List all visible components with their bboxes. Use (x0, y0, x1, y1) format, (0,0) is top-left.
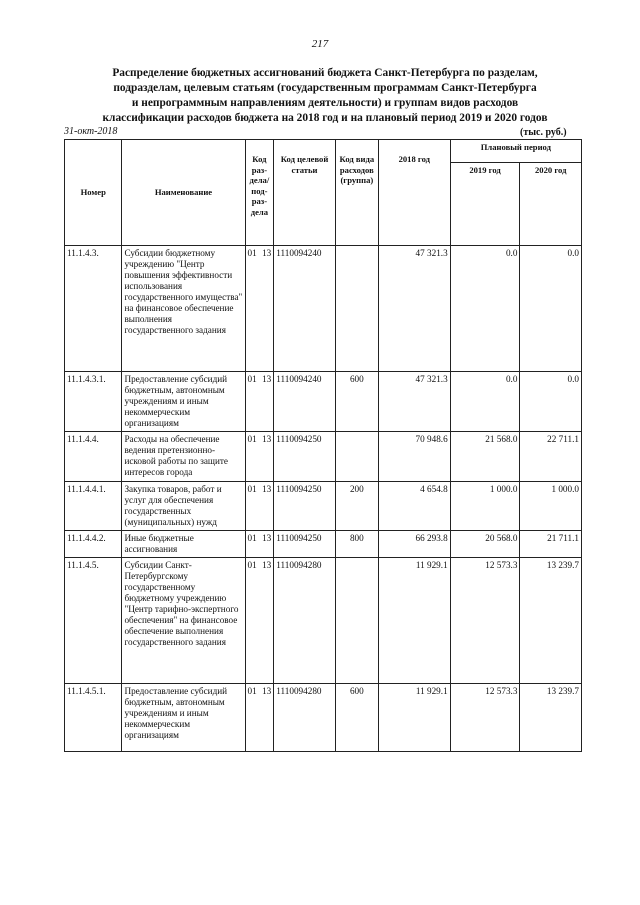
title-line: подразделам, целевым статьям (государственным программам Санкт-Петербурга (113, 82, 537, 94)
row-target-code-cell: 1110094240 (274, 372, 336, 432)
row-amount-2019-cell: 12 573.3 (450, 558, 520, 684)
table-row (65, 482, 582, 531)
row-section-cell (245, 531, 274, 558)
table-row (65, 684, 582, 752)
row-number-cell: 11.1.4.4. (65, 432, 122, 482)
row-number-cell: 11.1.4.5. (65, 558, 122, 684)
header-section-code: Код раз-дела/под-раз-дела (245, 140, 274, 246)
table-row (65, 432, 582, 482)
row-amount-2020-cell: 0.0 (520, 372, 582, 432)
row-section-cell (245, 246, 274, 372)
row-amount-2018-cell: 70 948.6 (378, 432, 450, 482)
table-row (65, 246, 582, 372)
row-target-code-cell: 1110094280 (274, 684, 336, 752)
units-label: (тыс. руб.) (520, 127, 567, 138)
row-number-cell: 11.1.4.3. (65, 246, 122, 372)
row-amount-2019-cell: 1 000.0 (450, 482, 520, 531)
row-amount-2020-cell: 0.0 (520, 246, 582, 372)
header-year-2019: 2019 год (450, 163, 520, 246)
row-target-code-cell: 1110094250 (274, 482, 336, 531)
row-section-cell (245, 372, 274, 432)
section-code: 01 (247, 533, 257, 543)
table-body (65, 246, 582, 752)
row-amount-2018-cell: 11 929.1 (378, 684, 450, 752)
section-code: 01 (247, 484, 257, 494)
row-name-cell: Закупка товаров, работ и услуг для обеспечения государственных (муниципальных) нужд (122, 482, 245, 531)
header-year-2020: 2020 год (520, 163, 582, 246)
row-name-cell: Иные бюджетные ассигнования (122, 531, 245, 558)
row-amount-2020-cell: 1 000.0 (520, 482, 582, 531)
row-expense-type-cell: 200 (335, 482, 378, 531)
document-date: 31-окт-2018 (64, 126, 118, 137)
row-amount-2020-cell: 13 239.7 (520, 558, 582, 684)
header-expense-type: Код вида расходов (группа) (335, 140, 378, 246)
row-target-code-cell: 1110094240 (274, 246, 336, 372)
page-number: 217 (311, 38, 329, 50)
header-number: Номер (65, 140, 122, 246)
table-row (65, 558, 582, 684)
header-planned-period: Плановый период (450, 140, 581, 163)
row-name-cell: Предоставление субсидий бюджетным, автономным учреждениям и иным некоммерческим организациям (122, 684, 245, 752)
row-expense-type-cell (335, 246, 378, 372)
subsection-code: 13 (262, 374, 272, 384)
row-amount-2018-cell: 47 321.3 (378, 246, 450, 372)
subsection-code: 13 (262, 484, 272, 494)
row-amount-2018-cell: 4 654.8 (378, 482, 450, 531)
row-expense-type-cell (335, 432, 378, 482)
section-code: 01 (247, 686, 257, 696)
row-amount-2019-cell: 0.0 (450, 372, 520, 432)
row-amount-2019-cell: 20 568.0 (450, 531, 520, 558)
budget-table (64, 139, 582, 752)
row-name-cell: Субсидии Санкт-Петербургскому государственному бюджетному учреждению "Центр тарифно-экспертного обеспечения" на финансовое обеспечение выполнения государственного задания (122, 558, 245, 684)
table-header-row (65, 140, 582, 163)
row-amount-2019-cell: 12 573.3 (450, 684, 520, 752)
subsection-code: 13 (262, 686, 272, 696)
row-number-cell: 11.1.4.4.1. (65, 482, 122, 531)
title-line: и непрограммным направлениям деятельности) и группам видов расходов (131, 97, 519, 109)
header-year-2018: 2018 год (378, 140, 450, 246)
row-section-cell (245, 432, 274, 482)
header-target-code: Код целевой статьи (274, 140, 336, 246)
row-target-code-cell: 1110094250 (274, 531, 336, 558)
subsection-code: 13 (262, 533, 272, 543)
table-row (65, 372, 582, 432)
section-code: 01 (247, 374, 257, 384)
row-amount-2018-cell: 11 929.1 (378, 558, 450, 684)
row-expense-type-cell: 600 (335, 684, 378, 752)
row-target-code-cell: 1110094280 (274, 558, 336, 684)
row-amount-2020-cell: 21 711.1 (520, 531, 582, 558)
subsection-code: 13 (262, 560, 272, 570)
row-amount-2018-cell: 47 321.3 (378, 372, 450, 432)
row-number-cell: 11.1.4.5.1. (65, 684, 122, 752)
section-code: 01 (247, 248, 257, 258)
row-section-cell (245, 684, 274, 752)
row-amount-2020-cell: 22 711.1 (520, 432, 582, 482)
row-name-cell: Субсидии бюджетному учреждению "Центр повышения эффективности использования государственного имущества" на финансовое обеспечение выполнения государственного задания (122, 246, 245, 372)
document-title (70, 66, 580, 126)
row-amount-2018-cell: 66 293.8 (378, 531, 450, 558)
row-number-cell: 11.1.4.3.1. (65, 372, 122, 432)
row-name-cell: Расходы на обеспечение ведения претензионно-исковой работы по защите интересов города (122, 432, 245, 482)
section-code: 01 (247, 434, 257, 444)
row-target-code-cell: 1110094250 (274, 432, 336, 482)
row-expense-type-cell: 600 (335, 372, 378, 432)
row-amount-2019-cell: 21 568.0 (450, 432, 520, 482)
row-amount-2019-cell: 0.0 (450, 246, 520, 372)
section-code: 01 (247, 560, 257, 570)
table-row (65, 531, 582, 558)
header-name: Наименование (122, 140, 245, 246)
row-name-cell: Предоставление субсидий бюджетным, автономным учреждениям и иным некоммерческим организациям (122, 372, 245, 432)
row-section-cell (245, 558, 274, 684)
row-expense-type-cell: 800 (335, 531, 378, 558)
row-section-cell (245, 482, 274, 531)
title-line: Распределение бюджетных ассигнований бюджета Санкт-Петербурга по разделам, (112, 67, 538, 79)
subsection-code: 13 (262, 434, 272, 444)
row-amount-2020-cell: 13 239.7 (520, 684, 582, 752)
row-expense-type-cell (335, 558, 378, 684)
subsection-code: 13 (262, 248, 272, 258)
title-line: классификации расходов бюджета на 2018 год и на плановый период 2019 и 2020 годов (102, 112, 548, 124)
row-number-cell: 11.1.4.4.2. (65, 531, 122, 558)
